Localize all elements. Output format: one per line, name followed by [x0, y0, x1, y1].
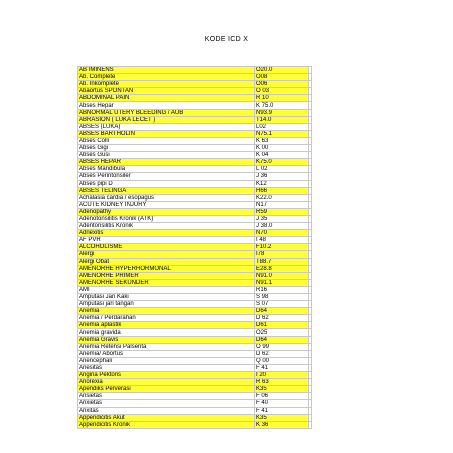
icd-code-cell: S 07 [255, 301, 309, 308]
icd-code-cell: I78 [255, 251, 309, 258]
icd-code-cell: K 63 [255, 137, 309, 144]
empty-cell [309, 322, 312, 329]
icd-code-cell: R16 [255, 286, 309, 293]
diagnosis-name-cell: ABDOMINAL PAIN [78, 95, 255, 102]
icd-code-table [77, 66, 312, 429]
empty-cell [309, 194, 312, 201]
empty-cell [309, 187, 312, 194]
empty-cell [309, 386, 312, 393]
icd-code-cell: L 02 [255, 166, 309, 173]
diagnosis-name-cell: ABSES HEPAR [78, 159, 255, 166]
table-row [78, 414, 312, 421]
table-row [78, 137, 312, 144]
diagnosis-name-cell: Ab. Inkomplete [78, 81, 255, 88]
diagnosis-name-cell: Abses Hepar [78, 102, 255, 109]
table-row [78, 400, 312, 407]
empty-cell [309, 67, 312, 74]
table-row [78, 421, 312, 428]
empty-cell [309, 343, 312, 350]
empty-cell [309, 102, 312, 109]
icd-code-cell: F 41 [255, 407, 309, 414]
empty-cell [309, 301, 312, 308]
empty-cell [309, 123, 312, 130]
table-row [78, 230, 312, 237]
icd-code-cell: J 36 [255, 173, 309, 180]
icd-code-cell: O20.0 [255, 67, 309, 74]
table-row [78, 145, 312, 152]
diagnosis-name-cell: AMENORHE PRIMER [78, 272, 255, 279]
table-row [78, 67, 312, 74]
empty-cell [309, 201, 312, 208]
empty-cell [309, 137, 312, 144]
icd-code-cell: F 40 [255, 400, 309, 407]
icd-code-cell: F10.2 [255, 244, 309, 251]
icd-code-cell: K75.0 [255, 159, 309, 166]
empty-cell [309, 421, 312, 428]
diagnosis-name-cell: AF PVR [78, 237, 255, 244]
table-row [78, 123, 312, 130]
diagnosis-name-cell: Anxitas [78, 407, 255, 414]
table-row [78, 357, 312, 364]
icd-code-cell: N93.9 [255, 109, 309, 116]
diagnosis-name-cell: Anesitas [78, 364, 255, 371]
diagnosis-name-cell: Angina Pektoris [78, 372, 255, 379]
diagnosis-name-cell: Anemia Retensi Palsenta [78, 343, 255, 350]
empty-cell [309, 350, 312, 357]
icd-code-cell: O 03 [255, 88, 309, 95]
diagnosis-name-cell: Adenotonsilitis Kronik (ATK) [78, 215, 255, 222]
table-row [78, 251, 312, 258]
empty-cell [309, 159, 312, 166]
table-row [78, 187, 312, 194]
icd-code-cell: R59 [255, 208, 309, 215]
icd-code-cell: N91.1 [255, 279, 309, 286]
diagnosis-name-cell: ABRASION ( LUKA LECET ) [78, 116, 255, 123]
icd-code-cell: S 98 [255, 294, 309, 301]
icd-code-cell: J 38.0 [255, 223, 309, 230]
icd-code-cell: K12 [255, 180, 309, 187]
empty-cell [309, 407, 312, 414]
empty-cell [309, 258, 312, 265]
diagnosis-name-cell: Apendiks Perverasi [78, 386, 255, 393]
empty-cell [309, 74, 312, 81]
diagnosis-name-cell: Appendicitis Kronik [78, 421, 255, 428]
diagnosis-name-cell: Abses Colli [78, 137, 255, 144]
document-title: KODE ICD X [204, 36, 249, 43]
icd-code-cell: F 06 [255, 393, 309, 400]
diagnosis-name-cell: Anemia Gravis [78, 336, 255, 343]
table-row [78, 364, 312, 371]
diagnosis-name-cell: Adnexitis [78, 230, 255, 237]
table-row [78, 244, 312, 251]
icd-code-cell: K22.0 [255, 194, 309, 201]
table-row [78, 166, 312, 173]
icd-code-cell: F 41 [255, 364, 309, 371]
table-row [78, 343, 312, 350]
table-row [78, 88, 312, 95]
empty-cell [309, 244, 312, 251]
empty-cell [309, 88, 312, 95]
icd-code-cell: D64 [255, 336, 309, 343]
empty-cell [309, 237, 312, 244]
icd-code-cell: N17 [255, 201, 309, 208]
icd-table-body [78, 67, 312, 429]
diagnosis-name-cell: ACUTE KIDNEY INJURY [78, 201, 255, 208]
table-row [78, 272, 312, 279]
icd-code-cell: K35 [255, 414, 309, 421]
table-row [78, 286, 312, 293]
empty-cell [309, 315, 312, 322]
table-row [78, 173, 312, 180]
table-row [78, 379, 312, 386]
diagnosis-name-cell: Adenopathy [78, 208, 255, 215]
table-row [78, 81, 312, 88]
empty-cell [309, 152, 312, 159]
table-row [78, 109, 312, 116]
icd-code-cell: D61 [255, 322, 309, 329]
diagnosis-name-cell: Anemia aplastik [78, 322, 255, 329]
diagnosis-name-cell: Anencephali [78, 357, 255, 364]
table-row [78, 159, 312, 166]
diagnosis-name-cell: ABSES BARTHOLIN [78, 130, 255, 137]
empty-cell [309, 180, 312, 187]
icd-code-cell: L02 [255, 123, 309, 130]
diagnosis-name-cell: Achalasia cardia / esopagus [78, 194, 255, 201]
table-row [78, 265, 312, 272]
empty-cell [309, 116, 312, 123]
icd-code-cell: O08 [255, 74, 309, 81]
empty-cell [309, 294, 312, 301]
empty-cell [309, 145, 312, 152]
diagnosis-name-cell: AB IMINENS [78, 67, 255, 74]
diagnosis-name-cell: Abses Gusi [78, 152, 255, 159]
table-row [78, 102, 312, 109]
diagnosis-name-cell: ALCOHOLISME [78, 244, 255, 251]
diagnosis-name-cell: ABSES TELINGA [78, 187, 255, 194]
table-row [78, 208, 312, 215]
table-row [78, 279, 312, 286]
table-row [78, 393, 312, 400]
icd-code-cell: N91.0 [255, 272, 309, 279]
icd-code-cell: O 99 [255, 343, 309, 350]
diagnosis-name-cell: ABNORMAL UTERY BLEEDING / AUB [78, 109, 255, 116]
empty-cell [309, 308, 312, 315]
table-row [78, 180, 312, 187]
diagnosis-name-cell: Abaortus SPONTAN [78, 88, 255, 95]
table-row [78, 294, 312, 301]
icd-code-cell: R 63 [255, 379, 309, 386]
icd-code-cell: D 62 [255, 315, 309, 322]
diagnosis-name-cell: Anxietas [78, 400, 255, 407]
table-row [78, 336, 312, 343]
table-row [78, 74, 312, 81]
table-row [78, 201, 312, 208]
icd-code-cell: K 00 [255, 145, 309, 152]
empty-cell [309, 230, 312, 237]
diagnosis-name-cell: Anemia gravida [78, 329, 255, 336]
diagnosis-name-cell: Abses Mandibula [78, 166, 255, 173]
table-row [78, 95, 312, 102]
empty-cell [309, 400, 312, 407]
empty-cell [309, 173, 312, 180]
empty-cell [309, 109, 312, 116]
table-row [78, 130, 312, 137]
table-row [78, 308, 312, 315]
empty-cell [309, 223, 312, 230]
icd-code-cell: N70 [255, 230, 309, 237]
diagnosis-name-cell: Anemia/ Abortus [78, 350, 255, 357]
icd-code-cell: K 75.0 [255, 102, 309, 109]
diagnosis-name-cell: Alergi Obat [78, 258, 255, 265]
empty-cell [309, 329, 312, 336]
table-row [78, 315, 312, 322]
empty-cell [309, 379, 312, 386]
empty-cell [309, 251, 312, 258]
empty-cell [309, 393, 312, 400]
empty-cell [309, 215, 312, 222]
table-row [78, 386, 312, 393]
empty-cell [309, 336, 312, 343]
table-row [78, 152, 312, 159]
diagnosis-name-cell: Anemia [78, 308, 255, 315]
icd-code-cell: I 20 [255, 372, 309, 379]
empty-cell [309, 95, 312, 102]
table-row [78, 301, 312, 308]
diagnosis-name-cell: Abses pipi D [78, 180, 255, 187]
diagnosis-name-cell: ABSES (LUKA) [78, 123, 255, 130]
icd-code-cell: K35 [255, 386, 309, 393]
empty-cell [309, 364, 312, 371]
icd-code-cell: T14.0 [255, 116, 309, 123]
empty-cell [309, 372, 312, 379]
empty-cell [309, 357, 312, 364]
icd-code-cell: O25 [255, 329, 309, 336]
empty-cell [309, 81, 312, 88]
icd-code-cell: T88.7 [255, 258, 309, 265]
icd-code-cell: E28.8 [255, 265, 309, 272]
diagnosis-name-cell: Abses Perintonsiler [78, 173, 255, 180]
icd-code-cell: I 48 [255, 237, 309, 244]
empty-cell [309, 130, 312, 137]
icd-code-cell: K 04 [255, 152, 309, 159]
icd-code-cell: R 10 [255, 95, 309, 102]
table-row [78, 322, 312, 329]
table-row [78, 407, 312, 414]
table-row [78, 223, 312, 230]
icd-code-cell: N75.1 [255, 130, 309, 137]
diagnosis-name-cell: AMENORHE HYPERHORMONAL [78, 265, 255, 272]
icd-code-cell: H66 [255, 187, 309, 194]
table-row [78, 194, 312, 201]
empty-cell [309, 208, 312, 215]
diagnosis-name-cell: AMI [78, 286, 255, 293]
empty-cell [309, 414, 312, 421]
diagnosis-name-cell: AMENORHE SEKUNDER [78, 279, 255, 286]
table-row [78, 329, 312, 336]
table-row [78, 215, 312, 222]
diagnosis-name-cell: Anemia / Perdarahan [78, 315, 255, 322]
icd-code-cell: D64 [255, 308, 309, 315]
diagnosis-name-cell: Amputasi jari tangan [78, 301, 255, 308]
icd-code-cell: Q 00 [255, 357, 309, 364]
empty-cell [309, 279, 312, 286]
icd-code-cell: O06 [255, 81, 309, 88]
diagnosis-name-cell: Ansietas [78, 393, 255, 400]
empty-cell [309, 272, 312, 279]
icd-code-cell: D 62 [255, 350, 309, 357]
diagnosis-name-cell: Abses Gigi [78, 145, 255, 152]
diagnosis-name-cell: Anorexia [78, 379, 255, 386]
icd-code-cell: J 35 [255, 215, 309, 222]
diagnosis-name-cell: Amputasi Jari Kaki [78, 294, 255, 301]
empty-cell [309, 166, 312, 173]
icd-code-cell: K 36 [255, 421, 309, 428]
diagnosis-name-cell: Ab. Complete [78, 74, 255, 81]
table-row [78, 350, 312, 357]
table-row [78, 258, 312, 265]
empty-cell [309, 286, 312, 293]
table-row [78, 237, 312, 244]
diagnosis-name-cell: Adentonsilitis Kronik [78, 223, 255, 230]
table-row [78, 116, 312, 123]
diagnosis-name-cell: Appendicitis Akut [78, 414, 255, 421]
diagnosis-name-cell: Alergi [78, 251, 255, 258]
table-row [78, 372, 312, 379]
empty-cell [309, 265, 312, 272]
